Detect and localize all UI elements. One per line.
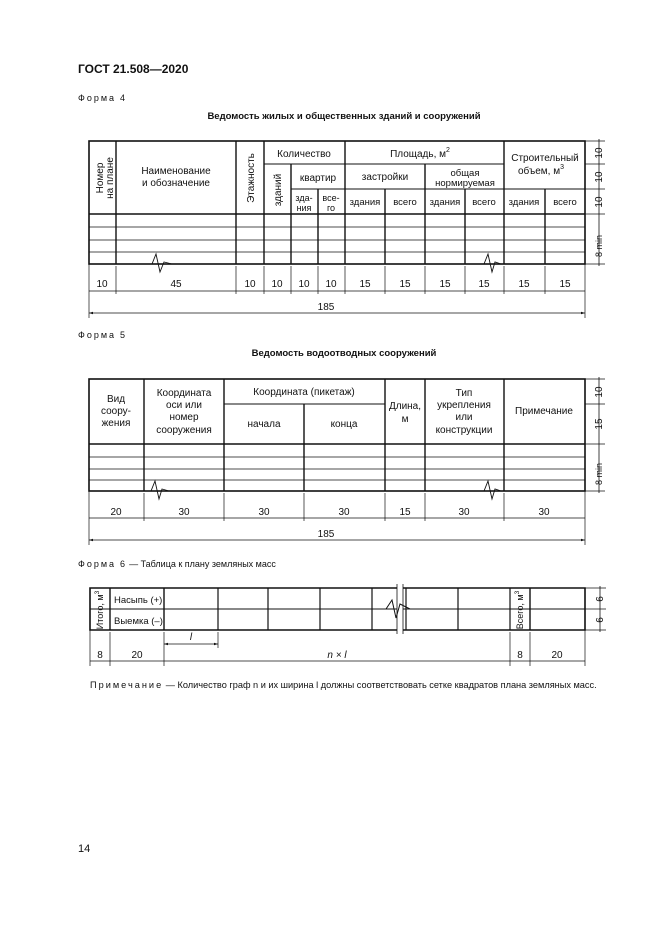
f4-hdr-common-1: общая bbox=[450, 168, 480, 179]
f6-hdr-vsego bbox=[514, 590, 525, 629]
f4-hdr-sub-3: здания bbox=[429, 197, 461, 208]
f4-hdr-sub-5: здания bbox=[508, 197, 540, 208]
f4-row-h-2: 10 bbox=[594, 171, 605, 183]
f4-hdr-area-text: Площадь, м bbox=[390, 149, 447, 160]
f4-hdr-apt-t-1: все- bbox=[322, 193, 340, 203]
f6-hdr-itogo bbox=[94, 590, 105, 629]
f5-hdr-picket: Координата (пикетаж) bbox=[253, 387, 355, 398]
f5-hdr-end: конца bbox=[330, 419, 358, 430]
f6-hdr-itogo-text: Итого, м bbox=[95, 594, 105, 630]
form5-title: Ведомость водоотводных сооружений bbox=[251, 348, 437, 359]
f5-hdr-length-1: Длина, bbox=[388, 401, 422, 412]
f6-row-h-2: 6 bbox=[595, 617, 606, 623]
f5-hdr-fixing-4: конструкции bbox=[435, 425, 493, 436]
f4-dim-8: 15 bbox=[399, 279, 411, 290]
f5-hdr-type-1: Вид bbox=[106, 394, 126, 405]
f4-hdr-buildings: зданий bbox=[273, 173, 284, 207]
f4-hdr-apts: квартир bbox=[299, 173, 337, 184]
f4-dim-10: 15 bbox=[478, 279, 490, 290]
f5-row-h-3: 8 min bbox=[594, 462, 604, 486]
f4-hdr-sub-2: всего bbox=[393, 197, 417, 208]
f6-dim-3: 8 bbox=[517, 650, 523, 661]
f4-dim-1: 10 bbox=[96, 279, 108, 290]
f4-hdr-apt-b-2: ния bbox=[296, 203, 312, 213]
f4-hdr-qty: Количество bbox=[277, 149, 331, 160]
f6-row-h-1: 6 bbox=[595, 596, 606, 602]
f5-hdr-length-2: м bbox=[401, 414, 409, 425]
f5-hdr-coord-3: номер bbox=[169, 412, 199, 423]
f4-hdr-num-1: Номер bbox=[95, 162, 106, 194]
f5-dim-1: 20 bbox=[110, 507, 122, 518]
f5-dim-total: 185 bbox=[317, 529, 335, 540]
f6-dim-cell: l bbox=[189, 632, 193, 643]
f4-hdr-common-2: нормируемая bbox=[435, 178, 495, 189]
f4-hdr-volume-2 bbox=[518, 164, 564, 177]
f5-dim-5: 15 bbox=[399, 507, 411, 518]
form4-title: Ведомость жилых и общественных зданий и сооружений bbox=[207, 111, 481, 122]
note-label: Примечание bbox=[90, 680, 164, 690]
f5-hdr-coord-4: сооружения bbox=[156, 425, 212, 436]
f4-dim-3: 10 bbox=[244, 279, 256, 290]
document-header: ГОСТ 21.508—2020 bbox=[78, 62, 189, 76]
f5-dim-6: 30 bbox=[458, 507, 470, 518]
f4-dim-12: 15 bbox=[559, 279, 571, 290]
f4-hdr-area bbox=[390, 147, 450, 160]
f5-dim-7: 30 bbox=[538, 507, 550, 518]
f4-hdr-built: застройки bbox=[361, 172, 409, 183]
form6-number: 6 bbox=[120, 559, 126, 569]
f4-hdr-volume-text: объем, м bbox=[518, 166, 561, 177]
f5-hdr-fixing-2: укрепления bbox=[437, 400, 491, 411]
f4-hdr-sub-4: всего bbox=[472, 197, 496, 208]
f5-dim-2: 30 bbox=[178, 507, 190, 518]
f4-dim-4: 10 bbox=[271, 279, 283, 290]
f5-hdr-coord-1: Координата bbox=[156, 388, 212, 399]
f4-dim-5: 10 bbox=[298, 279, 310, 290]
f4-hdr-apt-b-1: зда- bbox=[295, 193, 313, 203]
f4-hdr-num-2: на плане bbox=[105, 157, 116, 199]
f4-row-h-4: 8 min bbox=[594, 234, 604, 258]
f4-dim-7: 15 bbox=[359, 279, 371, 290]
f6-hdr-vsego-text: Всего, м bbox=[515, 594, 525, 630]
f5-row-h-2: 15 bbox=[594, 418, 605, 430]
form4-number: 4 bbox=[120, 93, 126, 103]
f4-hdr-apt-t-2: го bbox=[326, 203, 336, 213]
form4-label-text: Форма bbox=[78, 93, 117, 103]
f5-hdr-start: начала bbox=[247, 419, 281, 430]
note-text: — Количество граф n и их ширина l должны соответствовать сетке квадратов плана земляных масс. bbox=[163, 680, 597, 690]
f6-dim-4: 20 bbox=[551, 650, 563, 661]
f4-hdr-volume-sup: 3 bbox=[560, 164, 564, 171]
f6-dim-span: n × l bbox=[327, 650, 347, 661]
f6-hdr-vsego-sup: 3 bbox=[514, 590, 521, 595]
f5-hdr-coord-2: оси или bbox=[166, 400, 202, 411]
f4-dim-total: 185 bbox=[317, 302, 335, 313]
f4-hdr-sub-6: всего bbox=[553, 197, 577, 208]
f4-hdr-name-2: и обозначение bbox=[142, 178, 210, 189]
f6-hdr-cut: Выемка (–) bbox=[114, 616, 163, 627]
f4-row-h-1: 10 bbox=[594, 147, 605, 159]
f6-hdr-itogo-sup: 3 bbox=[94, 590, 101, 595]
f4-dim-6: 10 bbox=[325, 279, 337, 290]
f4-hdr-floors: Этажность bbox=[246, 153, 257, 203]
form6-table bbox=[90, 584, 606, 634]
f4-hdr-name-1: Наименование bbox=[141, 166, 211, 177]
f5-hdr-fixing-1: Тип bbox=[455, 388, 473, 399]
f4-dim-2: 45 bbox=[170, 279, 182, 290]
f5-row-h-1: 10 bbox=[594, 386, 605, 398]
f4-dim-11: 15 bbox=[518, 279, 530, 290]
f4-row-h-3: 10 bbox=[594, 196, 605, 208]
f4-dim-9: 15 bbox=[439, 279, 451, 290]
f5-dim-3: 30 bbox=[258, 507, 270, 518]
f4-hdr-volume-1: Строительный bbox=[511, 153, 579, 164]
page-number: 14 bbox=[78, 843, 91, 855]
f6-dim-1: 8 bbox=[97, 650, 103, 661]
f4-hdr-area-sup: 2 bbox=[446, 147, 450, 154]
f5-hdr-remark: Примечание bbox=[515, 406, 573, 417]
f5-dim-4: 30 bbox=[338, 507, 350, 518]
f5-hdr-fixing-3: или bbox=[455, 412, 473, 423]
note bbox=[90, 677, 602, 693]
f6-dim-2: 20 bbox=[131, 650, 143, 661]
form6-label-text: Форма bbox=[78, 559, 117, 569]
f6-hdr-fill: Насыпь (+) bbox=[114, 595, 163, 606]
f5-hdr-type-3: жения bbox=[101, 418, 131, 429]
form6-caption: — Таблица к плану земляных масс bbox=[129, 559, 276, 569]
f5-hdr-type-2: соору- bbox=[100, 406, 132, 417]
form5-dimensions bbox=[89, 491, 585, 545]
form5-label-text: Форма bbox=[78, 330, 117, 340]
form5-number: 5 bbox=[120, 330, 126, 340]
f4-hdr-sub-1: здания bbox=[349, 197, 381, 208]
form4-dimensions bbox=[89, 264, 585, 318]
